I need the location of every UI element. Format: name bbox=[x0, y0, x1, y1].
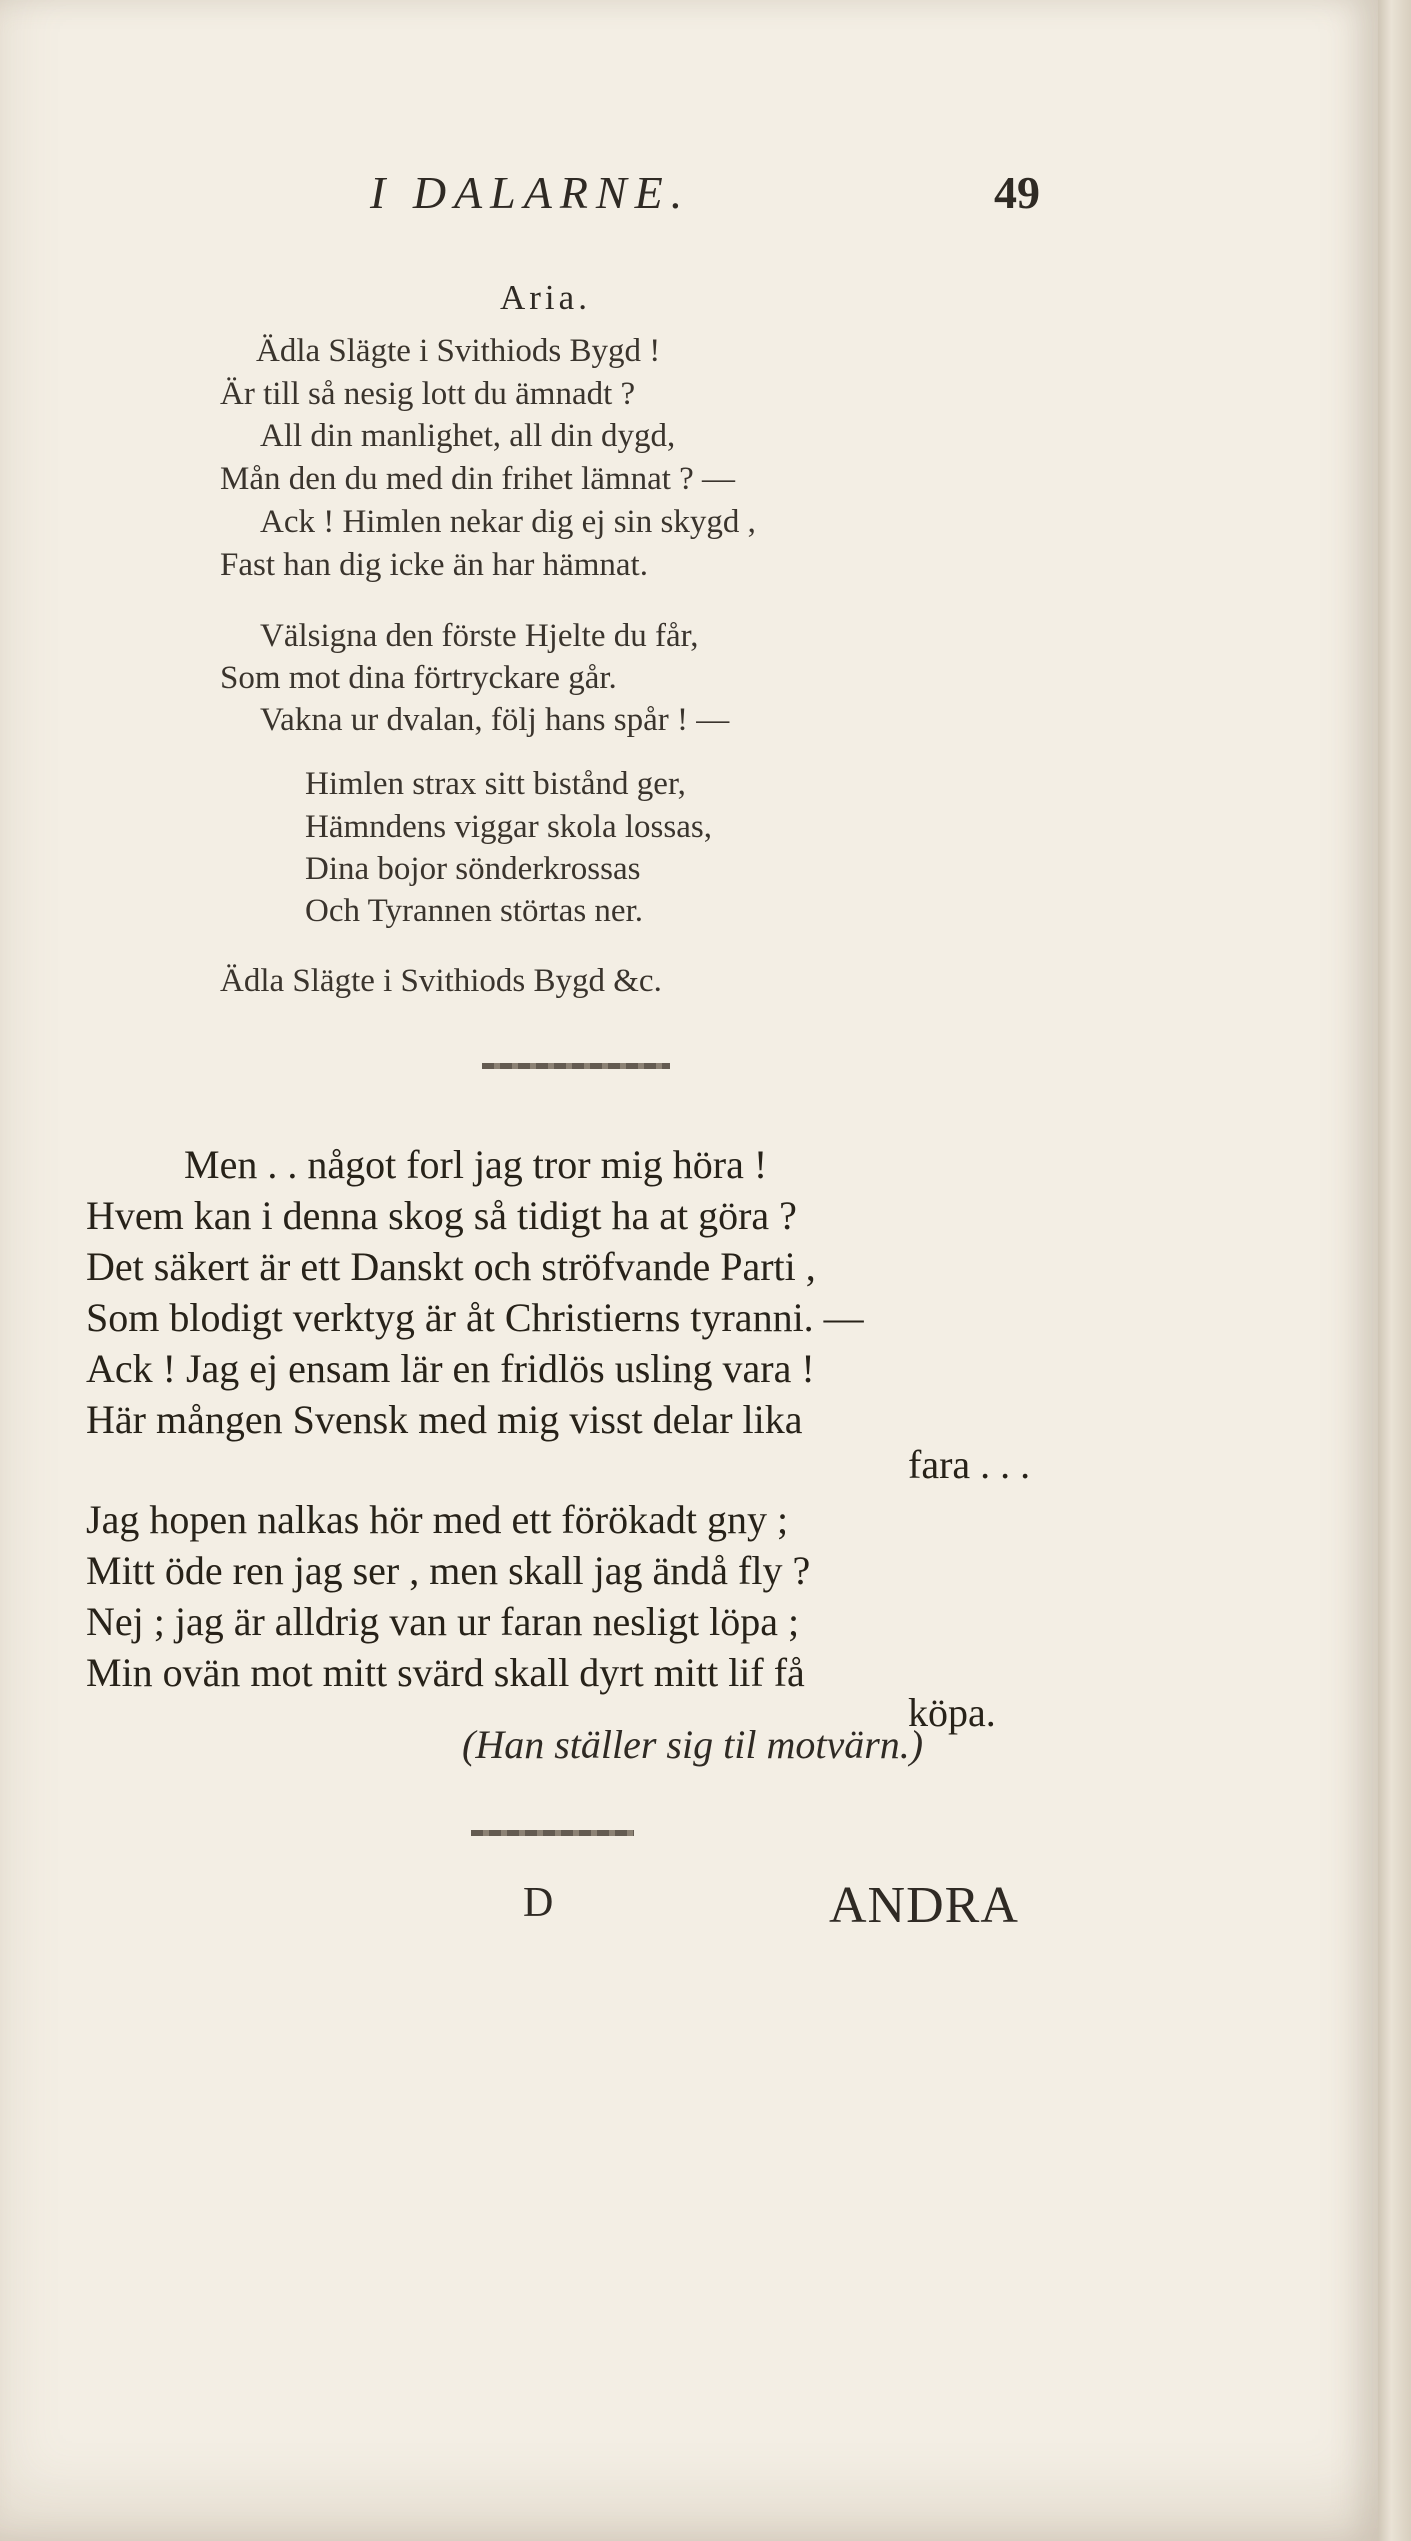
recitative-line: Ack ! Jag ej ensam lär en fridlös usling vara ! bbox=[86, 1346, 815, 1391]
aria-line: Är till så nesig lott du ämnadt ? bbox=[220, 376, 636, 412]
section-divider bbox=[471, 1830, 634, 1836]
recitative-line: Nej ; jag är alldrig van ur faran nesligt löpa ; bbox=[86, 1599, 800, 1644]
recitative-line: fara . . . bbox=[908, 1442, 1031, 1487]
aria-line: Ädla Slägte i Svithiods Bygd &c. bbox=[220, 963, 662, 999]
aria-line: Fast han dig icke än har hämnat. bbox=[220, 547, 648, 583]
recitative-line: Jag hopen nalkas hör med ett förökadt gny ; bbox=[86, 1497, 789, 1542]
aria-title: Aria. bbox=[500, 278, 591, 317]
aria-line: All din manlighet, all din dygd, bbox=[260, 418, 676, 454]
recitative-line: Mitt öde ren jag ser , men skall jag ändå fly ? bbox=[86, 1548, 811, 1593]
recitative-line: köpa. bbox=[908, 1690, 996, 1735]
stage-direction: (Han ställer sig til motvärn.) bbox=[462, 1722, 924, 1767]
section-divider bbox=[482, 1063, 670, 1069]
aria-line: Hämndens viggar skola lossas, bbox=[305, 809, 712, 845]
page-edge bbox=[1378, 0, 1411, 2541]
recitative-line: Min ovän mot mitt svärd skall dyrt mitt lif få bbox=[86, 1650, 805, 1695]
aria-line: Mån den du med din frihet lämnat ? — bbox=[220, 461, 736, 497]
recitative-line: Som blodigt verktyg är åt Christierns tyranni. — bbox=[86, 1295, 864, 1340]
aria-line: Himlen strax sitt bistånd ger, bbox=[305, 766, 686, 802]
aria-line: Och Tyrannen störtas ner. bbox=[305, 893, 643, 929]
recitative-line: Hvem kan i denna skog så tidigt ha at göra ? bbox=[86, 1193, 797, 1238]
aria-line: Dina bojor sönderkrossas bbox=[305, 851, 641, 887]
show-through-text bbox=[760, 40, 1360, 1990]
aria-line: Välsigna den förste Hjelte du får, bbox=[260, 618, 699, 654]
recitative-line: Men . . något forl jag tror mig höra ! bbox=[184, 1142, 768, 1187]
aria-line: Som mot dina förtryckare går. bbox=[220, 660, 617, 696]
recitative-line: Det säkert är ett Danskt och ströfvande Parti , bbox=[86, 1244, 816, 1289]
catchword: ANDRA bbox=[829, 1877, 1019, 1934]
page-number: 49 bbox=[994, 167, 1040, 218]
aria-line: Vakna ur dvalan, följ hans spår ! — bbox=[260, 702, 730, 738]
recitative-line: Här mången Svensk med mig visst delar lika bbox=[86, 1397, 803, 1442]
signature-mark: D bbox=[523, 1880, 554, 1926]
aria-line: Ädla Slägte i Svithiods Bygd ! bbox=[256, 333, 661, 369]
aria-line: Ack ! Himlen nekar dig ej sin skygd , bbox=[260, 504, 756, 540]
running-head: I DALARNE. bbox=[370, 167, 691, 218]
